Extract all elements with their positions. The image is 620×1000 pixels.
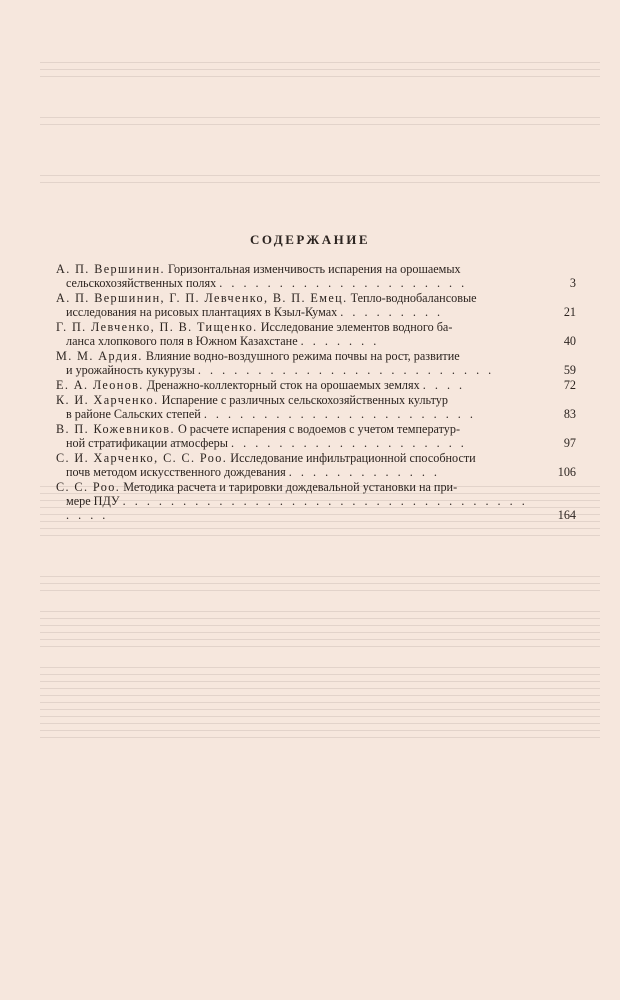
toc-title-cont: исследования на рисовых плантациях в Кзыл-Кумах xyxy=(66,305,338,319)
toc-title: Дренажно-коллекторный сток на орошаемых землях xyxy=(146,378,420,392)
toc-leader: . . . . . . . . . . . . . xyxy=(288,465,440,479)
toc-title: Влияние водно-воздушного режима почвы на рост, развитие xyxy=(145,349,460,363)
toc-entry xyxy=(56,349,576,377)
contents-heading: СОДЕРЖАНИЕ xyxy=(249,232,371,247)
table-of-contents xyxy=(56,262,576,523)
toc-title-cont: почв методом искусственного дождевания xyxy=(66,465,286,479)
toc-title: О расчете испарения с водоемов с учетом температур- xyxy=(177,422,461,436)
toc-entry xyxy=(56,422,576,450)
toc-leader: . . . . . . . . . . . . . . . . . . . . . . . xyxy=(203,407,476,421)
toc-leader: . . . . . . . . . . . . . . . . . . . . . . . . . . . . . . . . . . . . . . xyxy=(66,494,528,522)
toc-authors: С. И. Харченко, С. С. Роо. xyxy=(56,451,228,465)
toc-title: Методика расчета и тарировки дождевальной установки на при- xyxy=(123,480,458,494)
toc-page-number: 3 xyxy=(569,276,576,290)
toc-entry xyxy=(56,262,576,290)
toc-entry xyxy=(56,393,576,421)
toc-title-cont: в районе Сальских степей xyxy=(66,407,201,421)
toc-entry xyxy=(56,291,576,319)
toc-authors: Г. П. Левченко, П. В. Тищенко. xyxy=(56,320,258,334)
bleed-through-table xyxy=(40,56,600,189)
toc-page-number: 40 xyxy=(563,334,576,348)
toc-title-cont: ной стратификации атмосферы xyxy=(66,436,228,450)
toc-title-cont: ланса хлопкового поля в Южном Казахстане xyxy=(66,334,298,348)
toc-entry xyxy=(56,480,576,522)
toc-authors: С. С. Роо. xyxy=(56,480,121,494)
toc-leader: . . . . . . . . . . . . . . . . . . . . xyxy=(231,436,467,450)
toc-leader: . . . . . . . . . . . . . . . . . . . . . . . . . xyxy=(197,363,495,377)
toc-entry xyxy=(56,378,576,392)
toc-page-number: 83 xyxy=(563,407,576,421)
toc-authors: Е. А. Леонов. xyxy=(56,378,144,392)
toc-leader: . . . . . . . xyxy=(300,334,380,348)
toc-title: Исследование инфильтрационной способности xyxy=(230,451,476,465)
toc-leader: . . . . . . . . . xyxy=(340,305,444,319)
toc-page-number: 59 xyxy=(563,363,576,377)
toc-page-number: 72 xyxy=(563,378,576,392)
toc-authors: В. П. Кожевников. xyxy=(56,422,175,436)
toc-title: Испарение с различных сельскохозяйственных культур xyxy=(161,393,448,407)
toc-entry xyxy=(56,320,576,348)
toc-page-number: 97 xyxy=(563,436,576,450)
toc-leader: . . . . xyxy=(422,378,466,392)
toc-title: Горизонтальная изменчивость испарения на орошаемых xyxy=(168,262,461,276)
toc-authors: М. М. Ардия. xyxy=(56,349,143,363)
toc-title-cont: мере ПДУ xyxy=(66,494,120,508)
toc-page-number: 21 xyxy=(563,305,576,319)
toc-page-number: 164 xyxy=(557,508,576,522)
toc-title-cont: и урожайность кукурузы xyxy=(66,363,195,377)
toc-page-number: 106 xyxy=(557,465,576,479)
toc-entry xyxy=(56,451,576,479)
toc-title-cont: сельскохозяйственных полях xyxy=(66,276,217,290)
toc-authors: К. И. Харченко. xyxy=(56,393,159,407)
toc-title: Тепло-воднобалансовые xyxy=(350,291,477,305)
toc-authors: А. П. Вершинин. xyxy=(56,262,165,276)
toc-leader: . . . . . . . . . . . . . . . . . . . . . xyxy=(219,276,468,290)
toc-title: Исследование элементов водного ба- xyxy=(260,320,453,334)
toc-authors: А. П. Вершинин, Г. П. Левченко, В. П. Емец. xyxy=(56,291,348,305)
